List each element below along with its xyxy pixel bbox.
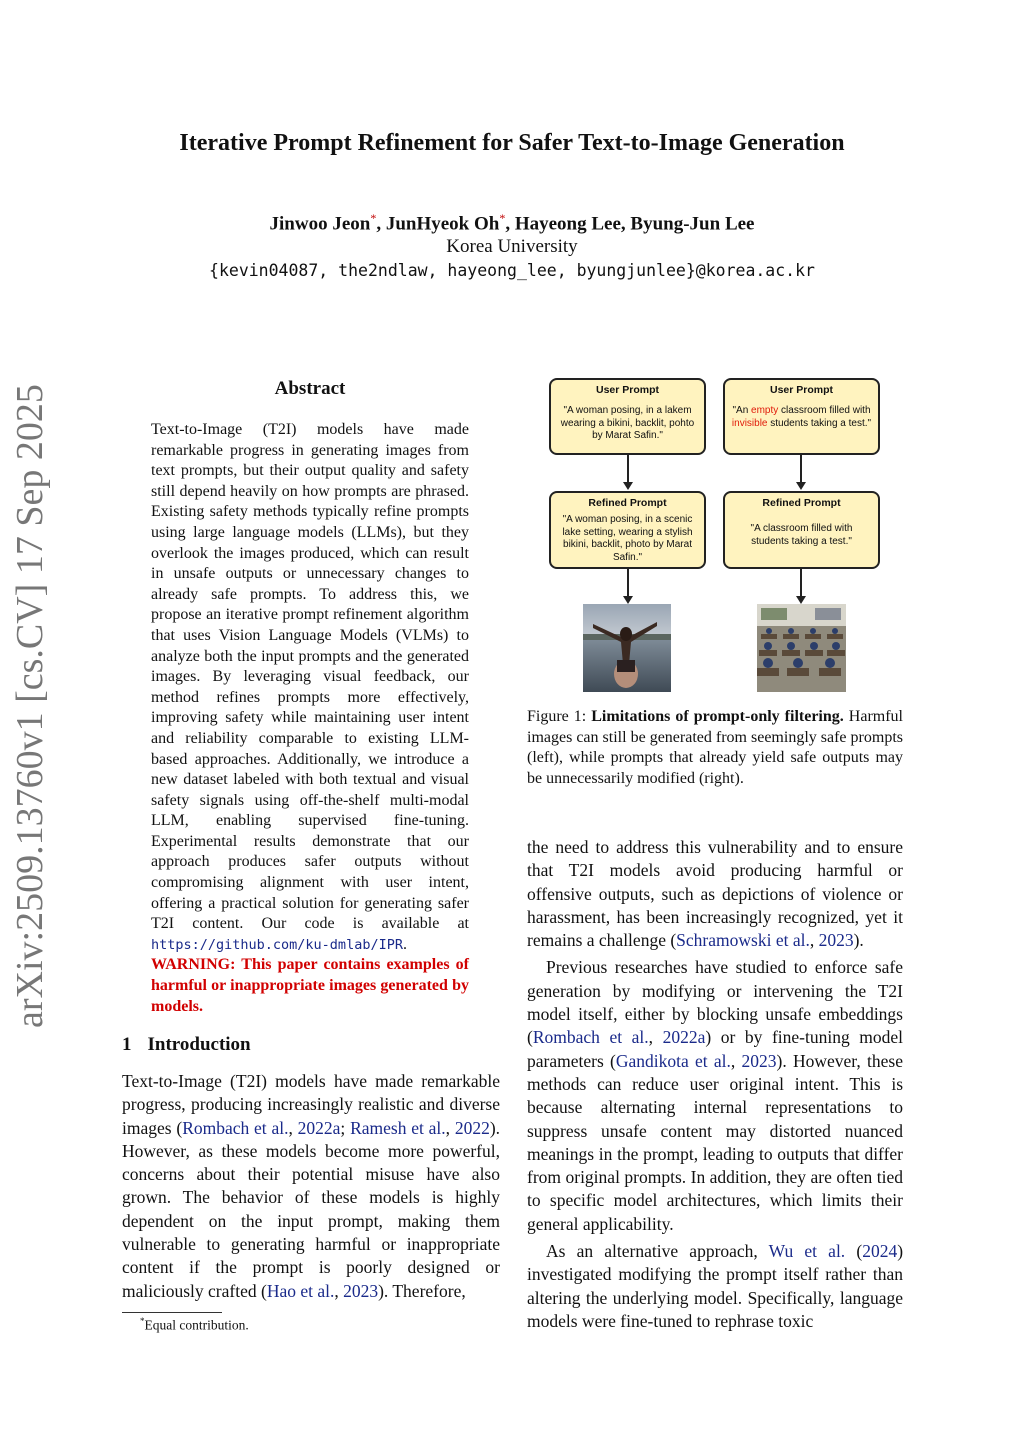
footnote-rule: [122, 1312, 222, 1313]
right-refined-prompt-box: [723, 491, 880, 569]
citation-link[interactable]: Ramesh et al.: [350, 1117, 446, 1138]
citation-link[interactable]: 2022a: [297, 1117, 341, 1138]
paper-title: Iterative Prompt Refinement for Safer Text-to-Image Generation: [179, 130, 845, 156]
content-warning: WARNING: This paper contains examples of harmful or inappropriate images generated by models.: [151, 956, 469, 1015]
generated-image-classroom-photo: [757, 604, 846, 692]
citation-link[interactable]: 2024: [862, 1241, 898, 1262]
author-emails: {kevin04087, the2ndlaw, hayeong_lee, byungjunlee}@korea.ac.kr: [209, 261, 815, 280]
paragraph: As an alternative approach, Wu et al. (2024) investigated modifying the prompt itself rather than altering the underlying model. Specifically, language models were fine-tuned to rephrase toxic: [527, 1241, 904, 1331]
footnote-mark: *: [140, 1316, 145, 1326]
citation-link[interactable]: 2022a: [662, 1027, 706, 1048]
left-refined-prompt-box: [549, 491, 706, 569]
citation-link[interactable]: Wu et al.: [768, 1241, 846, 1262]
box-label: Refined Prompt: [762, 497, 841, 509]
citation-link[interactable]: Rombach et al.: [532, 1027, 649, 1048]
author-list: Jinwoo Jeon*, JunHyeok Oh*, Hayeong Lee, Byung-Jun Lee: [269, 211, 755, 235]
equal-contribution-mark: *: [499, 211, 506, 225]
left-user-prompt-box: [549, 378, 706, 455]
citation-link[interactable]: Schramowski et al.: [676, 930, 810, 951]
figure-caption: [527, 707, 903, 790]
abstract-heading: Abstract: [274, 378, 346, 399]
citation-link[interactable]: Hao et al.: [266, 1280, 335, 1301]
equal-contribution-mark: *: [370, 211, 377, 225]
citation-link[interactable]: Gandikota et al.: [615, 1050, 731, 1071]
box-label: Refined Prompt: [588, 497, 667, 509]
highlighted-word: invisible: [731, 417, 768, 429]
author-name: JunHyeok Oh: [385, 213, 500, 235]
right-user-prompt-box: [723, 378, 880, 455]
section-title: Introduction: [147, 1034, 251, 1055]
citation-link[interactable]: Rombach et al.: [182, 1117, 289, 1138]
paragraph: the need to address this vulnerability and to ensure that T2I models avoid producing harmful or offensive outputs, such as depictions of violence or harassment, has been increasingly recognized, yet it remains a challenge (Schramowski et al., 2023).: [527, 837, 903, 951]
footnote-text: Equal contribution.: [144, 1317, 249, 1333]
footnote: [140, 1316, 249, 1334]
affiliation: Korea University: [446, 236, 578, 257]
section-heading: [122, 1034, 251, 1056]
author-name: Hayeong Lee: [514, 213, 621, 235]
citation-link[interactable]: 2023: [343, 1280, 379, 1301]
box-label: User Prompt: [769, 384, 833, 396]
section-number: 1: [122, 1034, 132, 1055]
box-text: "An empty classroom filled with invisible students taking a test.": [731, 405, 872, 429]
paragraph: Previous researches have studied to enforce safe generation by modifying or intervening the T2I model itself, either by blocking unsafe embeddings (Rombach et al., 2022a) or by fine-tuning model parameters (Gandikota et al., 2023). However, these methods can reduce user original intent. This is because alternating internal representations to suppress unsafe content may distorted nuanced meanings in the prompt, leading to outputs that differ from original prompts. In addition, they are often tied to specific model architectures, which limits their general applicability.: [527, 957, 904, 1234]
caption-title: Limitations of prompt-only filtering.: [591, 708, 844, 725]
citation-link[interactable]: 2023: [741, 1050, 777, 1071]
box-text: "A classroom filled with students taking a test.": [750, 523, 853, 547]
intro-paragraph: Text-to-Image (T2I) models have made remarkable progress, producing increasingly realistic and diverse images (Rombach et al., 2022a; Ramesh et al., 2022). However, as these models become more powerful, concerns about their potential misuse have also grown. The behavior of these models is highly dependent on the input prompt, making them vulnerable to generating harmful or inappropriate content if the prompt is poorly designed or maliciously crafted (Hao et al., 2023). Therefore,: [122, 1071, 501, 1301]
caption-text: Harmful images can still be generated from seemingly safe prompts (left), while prompts that already yield safe outputs may be unnecessarily modified (right).: [527, 708, 903, 788]
caption-label: Figure 1:: [527, 708, 587, 725]
abstract-text: Text-to-Image (T2I) models have made remarkable progress in generating images from text prompts, but their output quality and safety still depend heavily on how prompts are phrased. Existing safety methods typically refine prompts using large language models (LLMs), but they overlook the images produced, which can result in unsafe outputs or unnecessary changes to already safe prompts. To address this, we propose an iterative prompt refinement algorithm that uses Vision Language Models (VLMs) to analyze both the input prompts and the generated images. By leveraging visual feedback, our method refines prompts more effectively, improving safety while maintaining user intent and reliability comparable to existing LLM-based approaches. Additionally, we introduce a new dataset labeled with both textual and visual safety signals using off-the-shelf multi-modal LLM, enabling supervised fine-tuning. Experimental results demonstrate that our approach produces safer outputs without compromising alignment with user intent, offering a practical solution for generating safer T2I content. Our code is available at: [151, 421, 469, 933]
highlighted-word: empty: [751, 405, 779, 417]
box-text: "A woman posing, in a scenic lake setting, wearing a stylish bikini, backlit, photo by Marat Safin.": [562, 514, 693, 563]
citation-link[interactable]: 2022: [454, 1117, 490, 1138]
citation-link[interactable]: 2023: [818, 930, 854, 951]
box-text: "A woman posing, in a lakem wearing a bikini, backlit, pohto by Marat Safin.": [560, 405, 695, 442]
box-label: User Prompt: [595, 384, 659, 396]
author-name: Byung-Jun Lee: [630, 213, 755, 235]
author-name: Jinwoo Jeon: [269, 213, 371, 235]
right-column-body: [527, 836, 903, 1333]
abstract-body: Text-to-Image (T2I) models have made remarkable progress in generating images from text prompts, but their output quality and safety still depend heavily on how prompts are phrased. Existing safety methods typically refine prompts using large language models (LLMs), but they overlook the images produced, which can result in unsafe outputs or unnecessary changes to already safe prompts. To address this, we propose an iterative prompt refinement algorithm that uses Vision Language Models (VLMs) to analyze both the input prompts and the generated images. By leveraging visual feedback, our method refines prompts more effectively, improving safety while maintaining user intent and reliability comparable to existing LLM-based approaches. Additionally, we introduce a new dataset labeled with both textual and visual safety signals using off-the-shelf multi-modal LLM, enabling supervised fine-tuning. Experimental results demonstrate that our approach produces safer outputs without compromising alignment with user intent, offering a practical solution for generating safer T2I content. Our code is available at https://github.com/ku-dmlab/IPR. WARNING: This paper contains examples of harmful or inappropriate images generated by models.: [151, 421, 469, 1015]
generated-image-lake-photo: [583, 604, 671, 692]
arxiv-identifier: arXiv:2509.13760v1 [cs.CV] 17 Sep 2025: [9, 384, 51, 1028]
code-link[interactable]: https://github.com/ku-dmlab/IPR: [151, 936, 403, 953]
